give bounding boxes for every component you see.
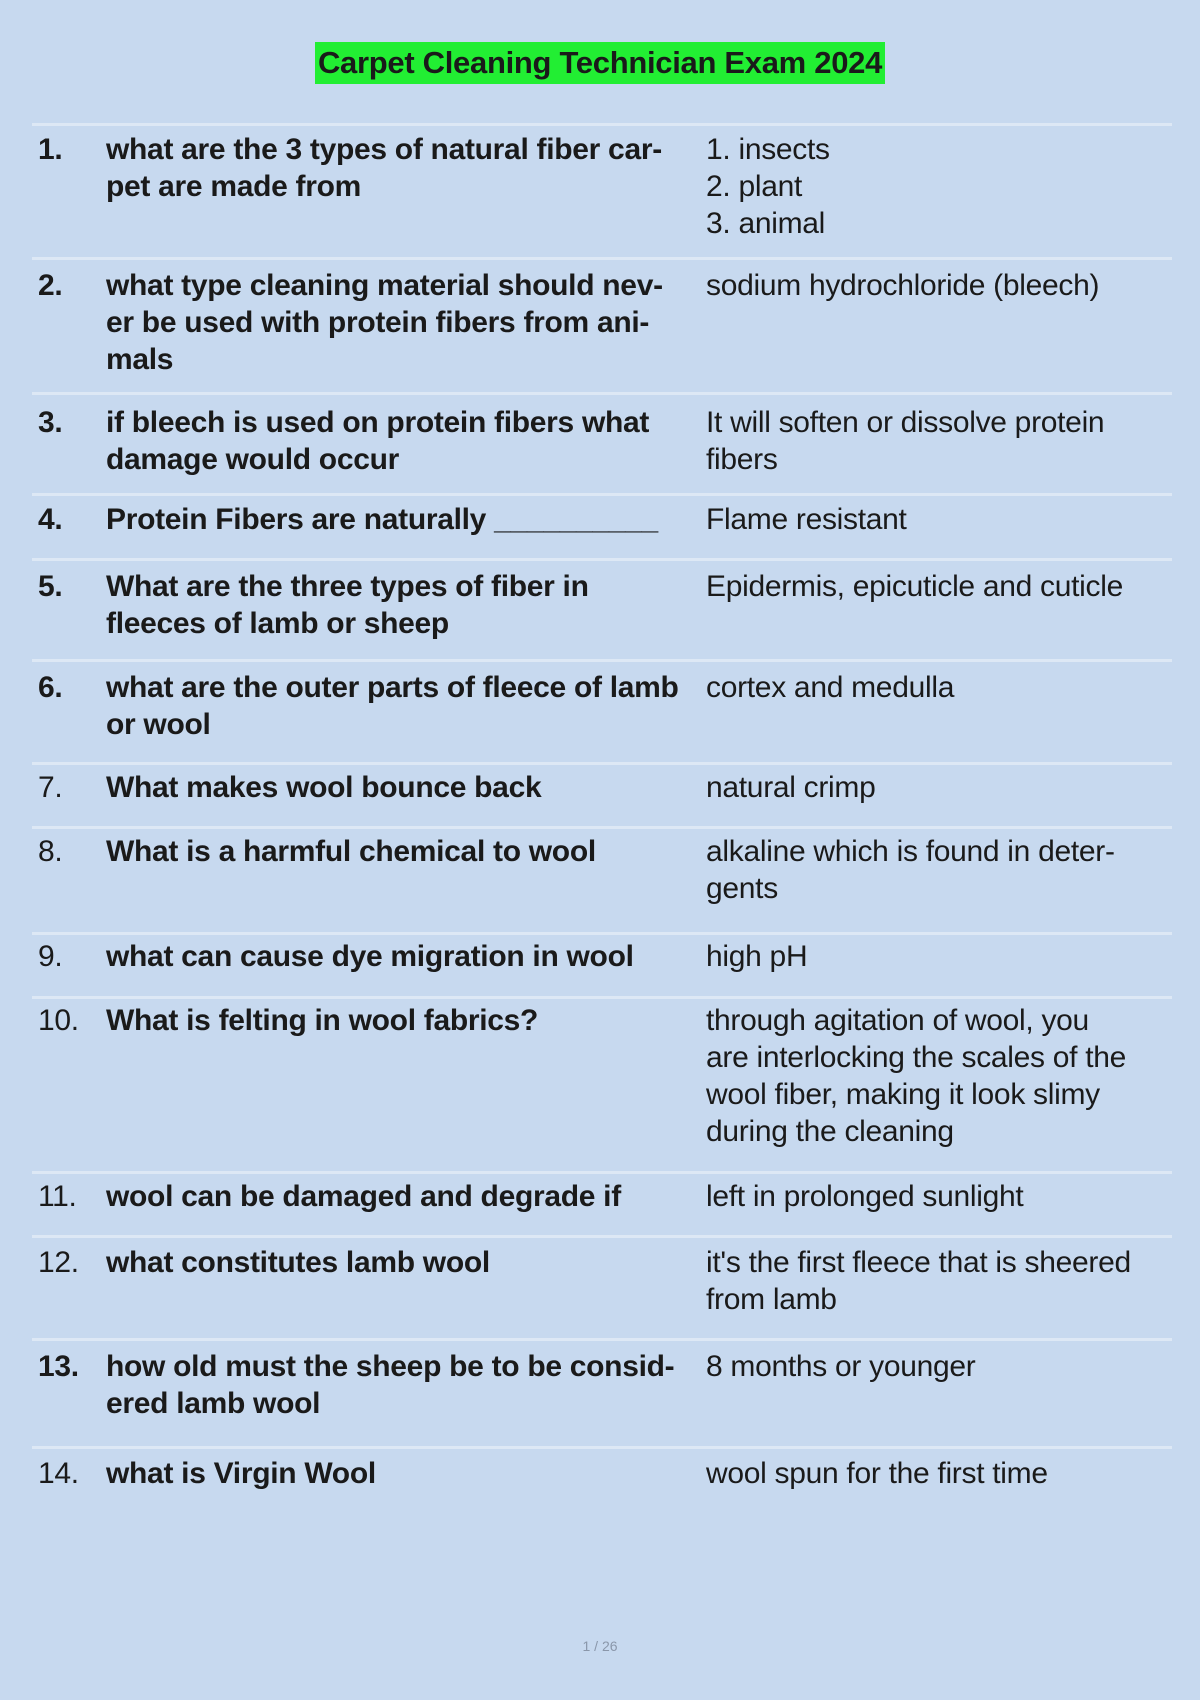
question-number: 11. (38, 1180, 77, 1213)
question-number: 12. (38, 1246, 79, 1279)
question-text: wool can be damaged and degrade if (106, 1180, 621, 1213)
qa-row (32, 762, 1172, 826)
question-text: what type cleaning material should nev- er be used with protein fibers from ani- mals (106, 269, 663, 376)
qa-row (32, 392, 1172, 493)
question-number: 3. (38, 406, 63, 439)
page-indicator: 1 / 26 (582, 1638, 618, 1654)
answer-text: wool spun for the first time (706, 1457, 1048, 1490)
qa-row (32, 1235, 1172, 1338)
question-number: 14. (38, 1457, 79, 1490)
question-text: What is felting in wool fabrics? (106, 1004, 539, 1037)
answer-text: natural crimp (706, 771, 876, 804)
question-text: what is Virgin Wool (106, 1457, 376, 1490)
question-number: 4. (38, 503, 63, 536)
qa-row (32, 1338, 1172, 1446)
answer-text: cortex and medulla (706, 671, 955, 704)
question-text: what constitutes lamb wool (106, 1246, 490, 1279)
qa-row (32, 932, 1172, 996)
answer-text: 1. insects 2. plant 3. animal (706, 133, 830, 240)
qa-row (32, 1171, 1172, 1235)
question-text: Protein Fibers are naturally __________ (106, 503, 658, 536)
answer-text: left in prolonged sunlight (706, 1180, 1024, 1213)
question-text: What are the three types of fiber in fleeces of lamb or sheep (106, 570, 589, 640)
qa-row (32, 996, 1172, 1171)
qa-row (32, 558, 1172, 659)
question-text: how old must the sheep be to be consid- ered lamb wool (106, 1350, 675, 1420)
title-container (0, 42, 1200, 84)
question-number: 7. (38, 771, 63, 804)
qa-row (32, 123, 1172, 257)
answer-text: It will soften or dissolve protein fibers (706, 406, 1105, 476)
question-text: what are the outer parts of fleece of lamb or wool (106, 671, 679, 741)
answer-text: through agitation of wool, you are interlocking the scales of the wool fiber, making it look slimy during the cleaning (706, 1004, 1127, 1148)
answer-text: high pH (706, 940, 808, 973)
qa-row (32, 1446, 1172, 1510)
question-text: what are the 3 types of natural fiber car- pet are made from (106, 133, 662, 203)
answer-text: alkaline which is found in deter- gents (706, 835, 1115, 905)
answer-text: Epidermis, epicuticle and cuticle (706, 570, 1123, 603)
answer-text: it's the first fleece that is sheered from lamb (706, 1246, 1131, 1316)
question-number: 1. (38, 133, 63, 166)
question-number: 8. (38, 835, 63, 868)
question-text: what can cause dye migration in wool (106, 940, 634, 973)
question-text: What is a harmful chemical to wool (106, 835, 596, 868)
answer-text: Flame resistant (706, 503, 907, 536)
question-number: 6. (38, 671, 63, 704)
question-number: 5. (38, 570, 63, 603)
question-text: What makes wool bounce back (106, 771, 542, 804)
question-text: if bleech is used on protein fibers what damage would occur (106, 406, 650, 476)
document-title: Carpet Cleaning Technician Exam 2024 (315, 42, 885, 84)
qa-row (32, 493, 1172, 558)
question-number: 2. (38, 269, 63, 302)
qa-row (32, 257, 1172, 392)
answer-text: 8 months or younger (706, 1350, 976, 1383)
qa-row (32, 659, 1172, 762)
answer-text: sodium hydrochloride (bleech) (706, 269, 1100, 302)
qa-row (32, 826, 1172, 932)
question-number: 10. (38, 1004, 79, 1037)
question-number: 13. (38, 1350, 79, 1383)
question-number: 9. (38, 940, 63, 973)
qa-table (32, 123, 1172, 1510)
